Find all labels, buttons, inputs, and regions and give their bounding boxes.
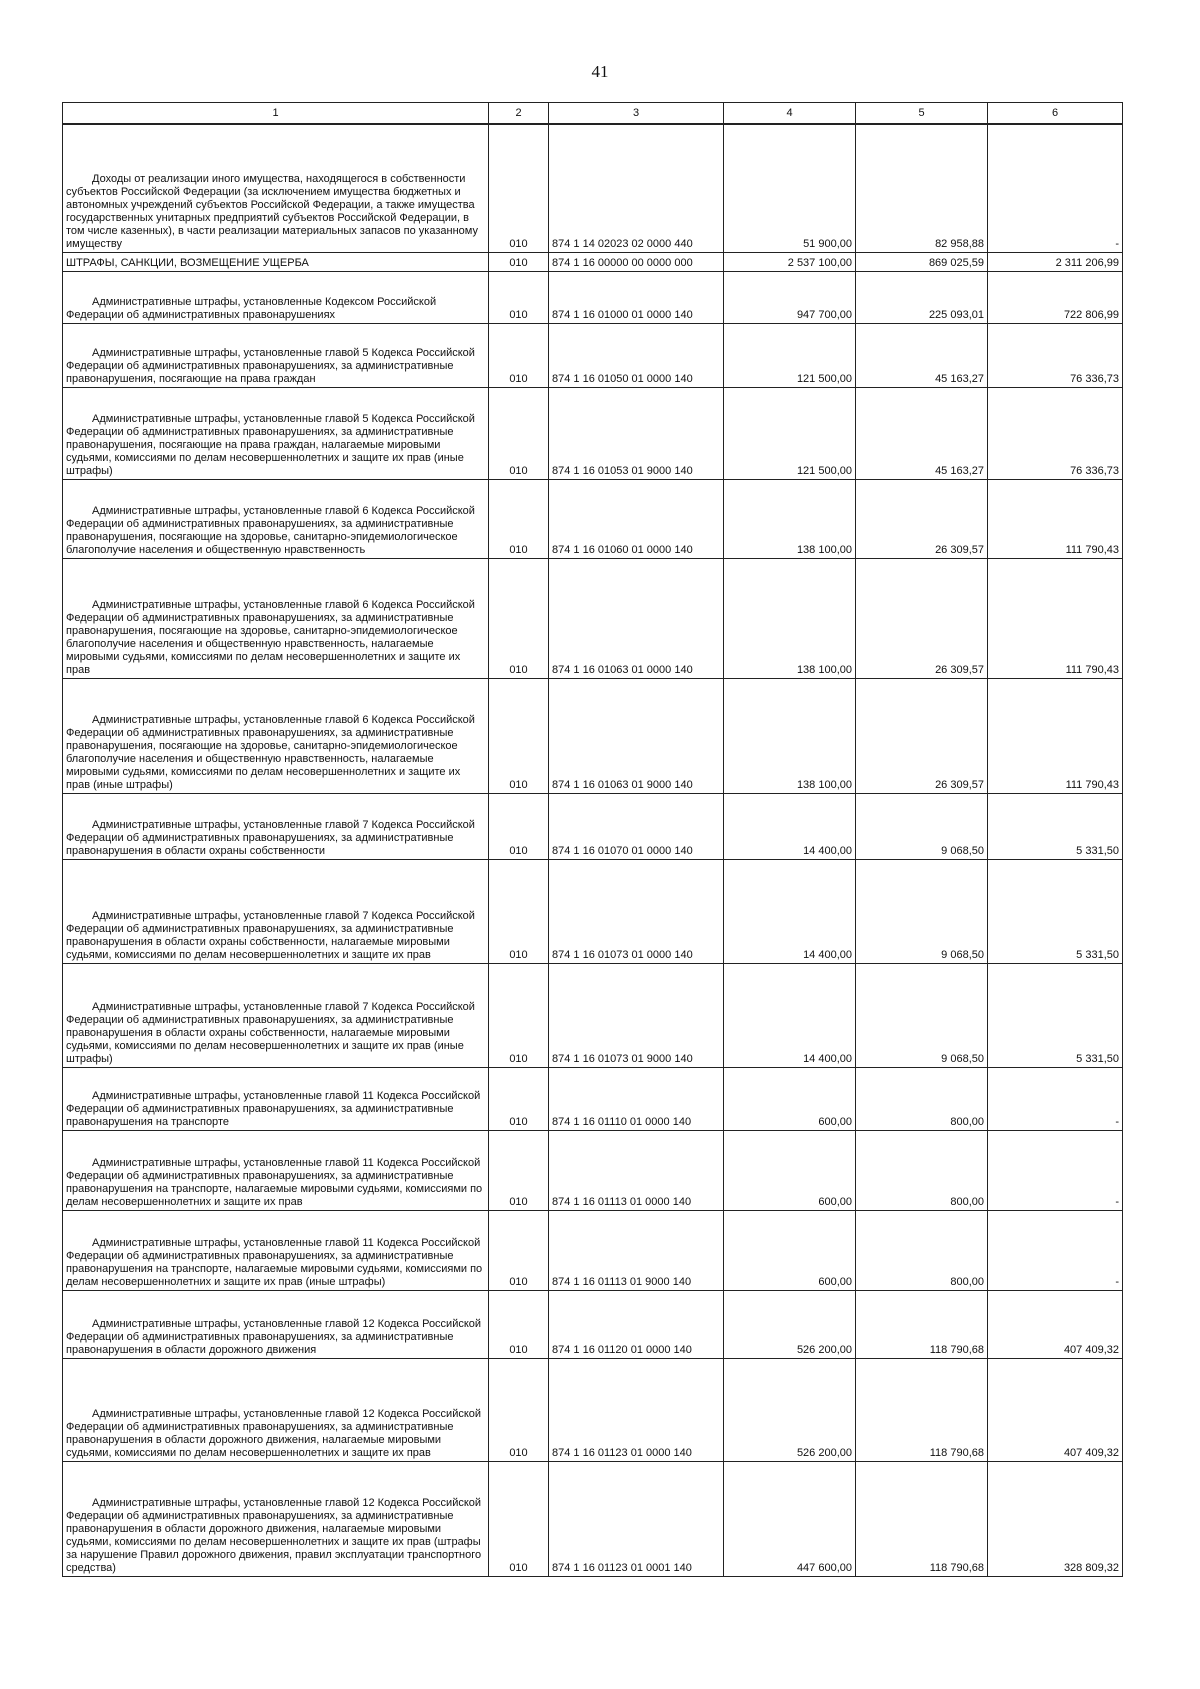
row-budget-code: 874 1 16 01063 01 9000 140 [549, 678, 724, 793]
table-row [63, 1358, 1123, 1461]
row-description: Административные штрафы, установленные главой 11 Кодекса Российской Федерации об административных правонарушениях, за административные правонарушения на транспорте, налагаемые мировыми судьями, комиссиями по делам несовершеннолетних и защите их прав [63, 1130, 489, 1210]
row-unexecuted-amount: - [988, 1210, 1123, 1290]
row-unexecuted-amount: 722 806,99 [988, 271, 1123, 323]
table-row [63, 678, 1123, 793]
row-line-code: 010 [489, 1130, 549, 1210]
table-row [63, 859, 1123, 963]
row-unexecuted-amount: 407 409,32 [988, 1290, 1123, 1358]
row-budget-code: 874 1 16 01000 01 0000 140 [549, 271, 724, 323]
row-description: Административные штрафы, установленные главой 7 Кодекса Российской Федерации об административных правонарушениях, за административные правонарушения в области охраны собственности [63, 793, 489, 859]
row-line-code: 010 [489, 1210, 549, 1290]
header-col-3: 3 [549, 103, 724, 125]
row-approved-amount: 526 200,00 [724, 1290, 856, 1358]
row-line-code: 010 [489, 252, 549, 271]
row-description: Административные штрафы, установленные главой 12 Кодекса Российской Федерации об административных правонарушениях, за административные правонарушения в области дорожного движения [63, 1290, 489, 1358]
row-unexecuted-amount: 76 336,73 [988, 387, 1123, 479]
row-approved-amount: 138 100,00 [724, 479, 856, 558]
header-col-4: 4 [724, 103, 856, 125]
row-executed-amount: 118 790,68 [856, 1358, 988, 1461]
row-description: ШТРАФЫ, САНКЦИИ, ВОЗМЕЩЕНИЕ УЩЕРБА [63, 252, 489, 271]
table-row [63, 1130, 1123, 1210]
row-description: Доходы от реализации иного имущества, находящегося в собственности субъектов Российской Федерации (за исключением имущества бюджетных и автономных учреждений субъектов Российской Федерации, а также имущества государственных унитарных предприятий субъектов Российской Федерации, в том числе казенных), в части реализации материальных запасов по указанному имуществу [63, 124, 489, 252]
row-executed-amount: 225 093,01 [856, 271, 988, 323]
row-executed-amount: 800,00 [856, 1130, 988, 1210]
row-line-code: 010 [489, 963, 549, 1067]
header-col-2: 2 [489, 103, 549, 125]
table-row [63, 1290, 1123, 1358]
row-executed-amount: 800,00 [856, 1210, 988, 1290]
row-executed-amount: 800,00 [856, 1067, 988, 1130]
row-description: Административные штрафы, установленные главой 6 Кодекса Российской Федерации об административных правонарушениях, за административные правонарушения, посягающие на здоровье, санитарно-эпидемиологическое благополучие населения и общественную нравственность, налагаемые мировыми судьями, комиссиями по делам несовершеннолетних и защите их прав [63, 558, 489, 678]
row-approved-amount: 2 537 100,00 [724, 252, 856, 271]
table-row [63, 387, 1123, 479]
row-budget-code: 874 1 16 01050 01 0000 140 [549, 323, 724, 387]
row-unexecuted-amount: - [988, 1130, 1123, 1210]
row-executed-amount: 9 068,50 [856, 793, 988, 859]
row-approved-amount: 121 500,00 [724, 323, 856, 387]
row-description: Административные штрафы, установленные Кодексом Российской Федерации об административных правонарушениях [63, 271, 489, 323]
row-executed-amount: 45 163,27 [856, 387, 988, 479]
row-approved-amount: 14 400,00 [724, 859, 856, 963]
row-line-code: 010 [489, 387, 549, 479]
table-row [63, 323, 1123, 387]
row-executed-amount: 9 068,50 [856, 963, 988, 1067]
row-line-code: 010 [489, 1290, 549, 1358]
row-line-code: 010 [489, 323, 549, 387]
row-budget-code: 874 1 16 01110 01 0000 140 [549, 1067, 724, 1130]
table-row [63, 963, 1123, 1067]
row-line-code: 010 [489, 859, 549, 963]
revenue-report-table [62, 102, 1123, 1577]
row-budget-code: 874 1 14 02023 02 0000 440 [549, 124, 724, 252]
row-description: Административные штрафы, установленные главой 5 Кодекса Российской Федерации об административных правонарушениях, за административные правонарушения, посягающие на права граждан, налагаемые мировыми судьями, комиссиями по делам несовершеннолетних и защите их прав (иные штрафы) [63, 387, 489, 479]
row-budget-code: 874 1 16 01073 01 9000 140 [549, 963, 724, 1067]
row-line-code: 010 [489, 1461, 549, 1576]
row-line-code: 010 [489, 558, 549, 678]
row-line-code: 010 [489, 1067, 549, 1130]
row-budget-code: 874 1 16 01113 01 9000 140 [549, 1210, 724, 1290]
row-budget-code: 874 1 16 01063 01 0000 140 [549, 558, 724, 678]
row-line-code: 010 [489, 479, 549, 558]
row-unexecuted-amount: 5 331,50 [988, 859, 1123, 963]
table-row [63, 124, 1123, 252]
row-line-code: 010 [489, 271, 549, 323]
row-budget-code: 874 1 16 01120 01 0000 140 [549, 1290, 724, 1358]
table-row [63, 479, 1123, 558]
row-description: Административные штрафы, установленные главой 6 Кодекса Российской Федерации об административных правонарушениях, за административные правонарушения, посягающие на здоровье, санитарно-эпидемиологическое благополучие населения и общественную нравственность, налагаемые мировыми судьями, комиссиями по делам несовершеннолетних и защите их прав (иные штрафы) [63, 678, 489, 793]
row-executed-amount: 26 309,57 [856, 558, 988, 678]
row-unexecuted-amount: 111 790,43 [988, 558, 1123, 678]
row-approved-amount: 447 600,00 [724, 1461, 856, 1576]
row-unexecuted-amount: - [988, 124, 1123, 252]
row-budget-code: 874 1 16 01123 01 0000 140 [549, 1358, 724, 1461]
row-description: Административные штрафы, установленные главой 6 Кодекса Российской Федерации об административных правонарушениях, за административные правонарушения, посягающие на здоровье, санитарно-эпидемиологическое благополучие населения и общественную нравственность [63, 479, 489, 558]
row-unexecuted-amount: 76 336,73 [988, 323, 1123, 387]
row-budget-code: 874 1 16 01060 01 0000 140 [549, 479, 724, 558]
row-line-code: 010 [489, 678, 549, 793]
row-description: Административные штрафы, установленные главой 12 Кодекса Российской Федерации об административных правонарушениях, за административные правонарушения в области дорожного движения, налагаемые мировыми судьями, комиссиями по делам несовершеннолетних и защите их прав (штрафы за нарушение Правил дорожного движения, правил эксплуатации транспортного средства) [63, 1461, 489, 1576]
table-row [63, 558, 1123, 678]
table-row [63, 1461, 1123, 1576]
row-unexecuted-amount: 328 809,32 [988, 1461, 1123, 1576]
row-unexecuted-amount: 2 311 206,99 [988, 252, 1123, 271]
row-description: Административные штрафы, установленные главой 11 Кодекса Российской Федерации об административных правонарушениях, за административные правонарушения на транспорте, налагаемые мировыми судьями, комиссиями по делам несовершеннолетних и защите их прав (иные штрафы) [63, 1210, 489, 1290]
row-unexecuted-amount: 111 790,43 [988, 678, 1123, 793]
row-approved-amount: 600,00 [724, 1067, 856, 1130]
row-approved-amount: 138 100,00 [724, 678, 856, 793]
row-description: Административные штрафы, установленные главой 11 Кодекса Российской Федерации об административных правонарушениях, за административные правонарушения на транспорте [63, 1067, 489, 1130]
row-executed-amount: 118 790,68 [856, 1461, 988, 1576]
row-executed-amount: 45 163,27 [856, 323, 988, 387]
row-approved-amount: 947 700,00 [724, 271, 856, 323]
row-executed-amount: 82 958,88 [856, 124, 988, 252]
table-row [63, 1067, 1123, 1130]
row-unexecuted-amount: 5 331,50 [988, 793, 1123, 859]
row-approved-amount: 600,00 [724, 1210, 856, 1290]
row-line-code: 010 [489, 124, 549, 252]
table-row [63, 1210, 1123, 1290]
row-description: Административные штрафы, установленные главой 7 Кодекса Российской Федерации об административных правонарушениях, за административные правонарушения в области охраны собственности, налагаемые мировыми судьями, комиссиями по делам несовершеннолетних и защите их прав (иные штрафы) [63, 963, 489, 1067]
header-col-1: 1 [63, 103, 489, 125]
row-unexecuted-amount: 407 409,32 [988, 1358, 1123, 1461]
row-unexecuted-amount: - [988, 1067, 1123, 1130]
header-col-6: 6 [988, 103, 1123, 125]
row-executed-amount: 26 309,57 [856, 678, 988, 793]
row-description: Административные штрафы, установленные главой 5 Кодекса Российской Федерации об административных правонарушениях, за административные правонарушения, посягающие на права граждан [63, 323, 489, 387]
row-budget-code: 874 1 16 01123 01 0001 140 [549, 1461, 724, 1576]
row-line-code: 010 [489, 1358, 549, 1461]
row-approved-amount: 138 100,00 [724, 558, 856, 678]
row-approved-amount: 121 500,00 [724, 387, 856, 479]
row-approved-amount: 600,00 [724, 1130, 856, 1210]
table-row [63, 271, 1123, 323]
row-budget-code: 874 1 16 01073 01 0000 140 [549, 859, 724, 963]
row-executed-amount: 26 309,57 [856, 479, 988, 558]
row-description: Административные штрафы, установленные главой 7 Кодекса Российской Федерации об административных правонарушениях, за административные правонарушения в области охраны собственности, налагаемые мировыми судьями, комиссиями по делам несовершеннолетних и защите их прав [63, 859, 489, 963]
row-budget-code: 874 1 16 00000 00 0000 000 [549, 252, 724, 271]
table-row [63, 793, 1123, 859]
header-col-5: 5 [856, 103, 988, 125]
row-budget-code: 874 1 16 01053 01 9000 140 [549, 387, 724, 479]
row-budget-code: 874 1 16 01113 01 0000 140 [549, 1130, 724, 1210]
table-row [63, 252, 1123, 271]
row-approved-amount: 14 400,00 [724, 793, 856, 859]
row-line-code: 010 [489, 793, 549, 859]
row-unexecuted-amount: 111 790,43 [988, 479, 1123, 558]
row-executed-amount: 9 068,50 [856, 859, 988, 963]
row-approved-amount: 526 200,00 [724, 1358, 856, 1461]
table-header-row [63, 103, 1123, 125]
row-budget-code: 874 1 16 01070 01 0000 140 [549, 793, 724, 859]
row-approved-amount: 51 900,00 [724, 124, 856, 252]
row-approved-amount: 14 400,00 [724, 963, 856, 1067]
row-description: Административные штрафы, установленные главой 12 Кодекса Российской Федерации об административных правонарушениях, за административные правонарушения в области дорожного движения, налагаемые мировыми судьями, комиссиями по делам несовершеннолетних и защите их прав [63, 1358, 489, 1461]
page-number: 41 [591, 62, 609, 81]
row-unexecuted-amount: 5 331,50 [988, 963, 1123, 1067]
row-executed-amount: 869 025,59 [856, 252, 988, 271]
row-executed-amount: 118 790,68 [856, 1290, 988, 1358]
